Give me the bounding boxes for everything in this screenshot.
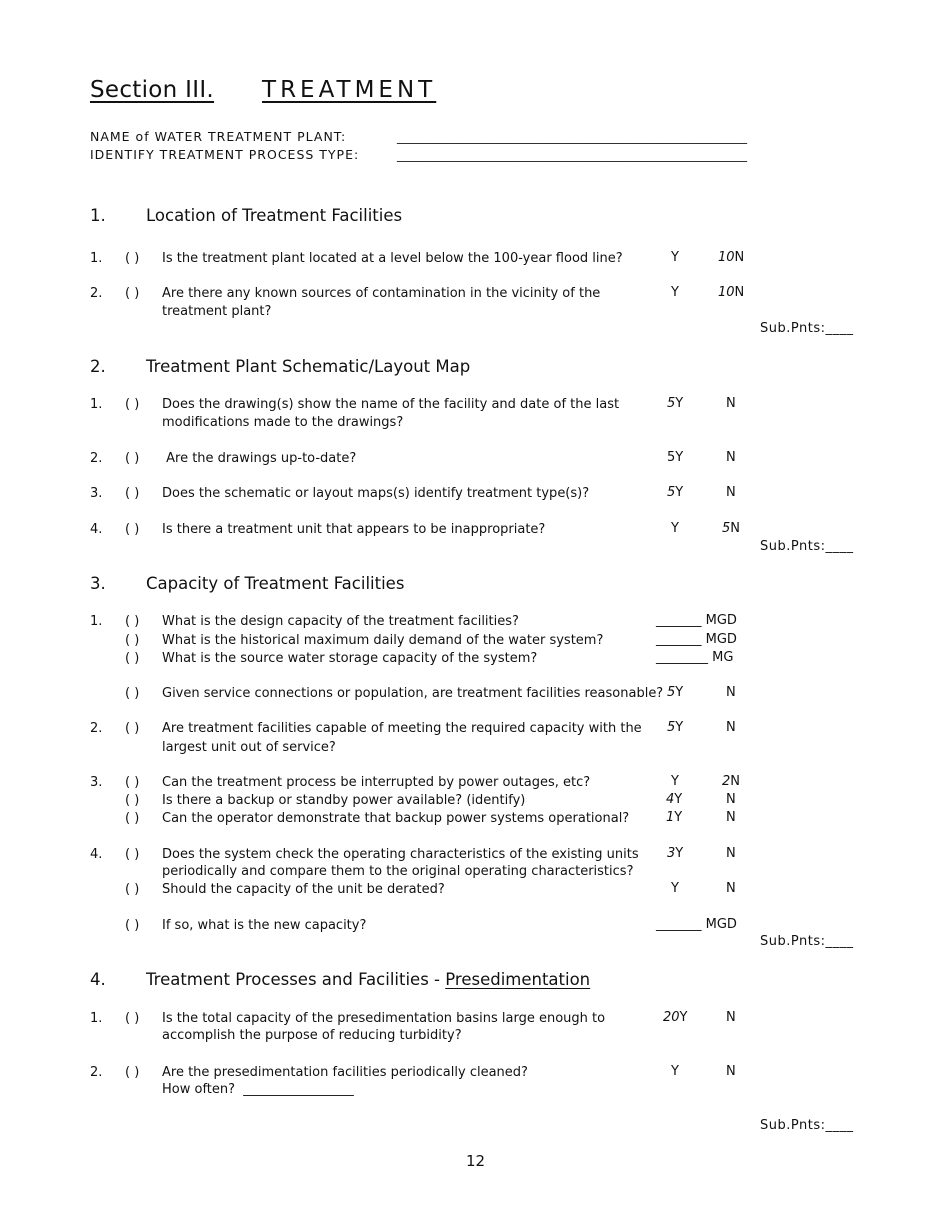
question-number: 4. [90, 847, 103, 862]
process-type-label: IDENTIFY TREATMENT PROCESS TYPE: [90, 147, 360, 162]
checkbox[interactable]: ( ) [125, 1011, 140, 1026]
question-number: 3. [90, 775, 103, 790]
question-number: 1. [90, 1011, 103, 1026]
plant-name-field[interactable]: ________________________________________________________ [397, 129, 747, 144]
question-text: Should the capacity of the unit be derated? [162, 882, 445, 897]
section-number: Section III. [90, 77, 215, 103]
points-value: 10 [718, 285, 735, 300]
points-value: 5 [667, 396, 676, 411]
checkbox[interactable]: ( ) [125, 633, 140, 648]
how-often-field[interactable]: How often? _________________ [162, 1082, 354, 1097]
no-option[interactable]: N [726, 720, 736, 735]
yes-option[interactable] [667, 846, 683, 861]
section-2-number: 2. [90, 357, 106, 376]
section-1-title: Location of Treatment Facilities [146, 206, 403, 225]
no-option[interactable] [722, 521, 740, 536]
yes-label: Y [675, 685, 684, 700]
question-text: Does the drawing(s) show the name of the facility and date of the last [162, 397, 620, 412]
answer-field[interactable]: _______ MGD [656, 613, 737, 628]
question-text: What is the source water storage capacity of the system? [162, 651, 538, 666]
yes-option[interactable]: Y [671, 285, 679, 300]
question-number: 2. [90, 286, 103, 301]
checkbox[interactable]: ( ) [125, 811, 140, 826]
yes-option[interactable] [667, 485, 683, 500]
checkbox[interactable]: ( ) [125, 847, 140, 862]
subpoints-field[interactable]: Sub.Pnts:____ [760, 539, 854, 554]
yes-option[interactable] [666, 792, 682, 807]
no-option[interactable]: N [726, 881, 736, 896]
section-name: TREATMENT [262, 77, 437, 103]
no-option[interactable]: N [726, 685, 736, 700]
points-value: 3 [667, 846, 676, 861]
no-label: N [734, 285, 745, 300]
checkbox[interactable]: ( ) [125, 486, 140, 501]
checkbox[interactable]: ( ) [125, 882, 140, 897]
points-value: 1 [666, 810, 675, 825]
question-number: 2. [90, 721, 103, 736]
plant-name-label: NAME of WATER TREATMENT PLANT: [90, 129, 347, 144]
yes-label: Y [675, 846, 684, 861]
no-option[interactable] [718, 285, 744, 300]
yes-label: Y [674, 810, 683, 825]
yes-option[interactable] [667, 720, 683, 735]
checkbox[interactable]: ( ) [125, 721, 140, 736]
section-2-title: Treatment Plant Schematic/Layout Map [146, 357, 471, 376]
question-text: What is the design capacity of the treatment facilities? [162, 614, 519, 629]
question-number: 2. [90, 451, 103, 466]
question-text-continued: treatment plant? [162, 304, 272, 319]
no-option[interactable]: N [726, 485, 736, 500]
points-value: 4 [666, 792, 675, 807]
question-number: 1. [90, 397, 103, 412]
question-number: 2. [90, 1065, 103, 1080]
yes-option[interactable]: Y [671, 521, 679, 536]
question-number: 3. [90, 486, 103, 501]
yes-label: Y [675, 485, 684, 500]
page-number: 12 [466, 1152, 486, 1170]
question-text-continued: periodically and compare them to the original operating characteristics? [162, 864, 634, 879]
question-text: Is the treatment plant located at a level below the 100-year flood line? [162, 251, 623, 266]
yes-option[interactable] [666, 810, 682, 825]
question-text: Given service connections or population, are treatment facilities reasonable? [162, 686, 664, 701]
checkbox[interactable]: ( ) [125, 286, 140, 301]
no-option[interactable] [722, 774, 740, 789]
checkbox[interactable]: ( ) [125, 1065, 140, 1080]
yes-option[interactable]: Y [671, 774, 679, 789]
question-text-continued: accomplish the purpose of reducing turbidity? [162, 1028, 462, 1043]
checkbox[interactable]: ( ) [125, 522, 140, 537]
question-text: Can the operator demonstrate that backup power systems operational? [162, 811, 630, 826]
points-value: 5 [667, 720, 676, 735]
points-value: 5 [667, 685, 676, 700]
section-1-number: 1. [90, 206, 106, 225]
question-text-continued: largest unit out of service? [162, 740, 336, 755]
section-4-number: 4. [90, 970, 106, 989]
yes-option[interactable] [667, 685, 683, 700]
no-option[interactable]: N [726, 450, 736, 465]
no-option[interactable]: N [726, 396, 736, 411]
no-label: N [734, 250, 745, 265]
points-value: 2 [722, 774, 731, 789]
yes-option[interactable] [667, 396, 683, 411]
question-text: Is there a backup or standby power available? (identify) [162, 793, 526, 808]
yes-option[interactable]: Y [671, 881, 679, 896]
yes-option[interactable] [663, 1010, 688, 1025]
yes-label: Y [674, 792, 683, 807]
answer-field[interactable]: _______ MGD [656, 632, 737, 647]
points-value: 20 [663, 1010, 680, 1025]
yes-option[interactable]: 5Y [667, 450, 684, 465]
checkbox[interactable]: ( ) [125, 686, 140, 701]
points-value: 10 [718, 250, 735, 265]
subpoints-field[interactable]: Sub.Pnts:____ [760, 321, 854, 336]
subpoints-field[interactable]: Sub.Pnts:____ [760, 1118, 854, 1133]
section-4-title-prefix: Treatment Processes and Facilities - [146, 970, 446, 989]
no-option[interactable]: N [726, 846, 736, 861]
section-4-title [146, 970, 590, 989]
answer-field[interactable]: _______ MGD [656, 917, 737, 932]
checkbox[interactable]: ( ) [125, 651, 140, 666]
checkbox[interactable]: ( ) [125, 614, 140, 629]
page-title [90, 77, 436, 103]
question-number: 1. [90, 614, 103, 629]
question-text: Does the schematic or layout maps(s) identify treatment type(s)? [162, 486, 590, 501]
checkbox[interactable]: ( ) [125, 775, 140, 790]
checkbox[interactable]: ( ) [125, 918, 140, 933]
no-label: N [730, 521, 741, 536]
no-label: N [730, 774, 741, 789]
points-value: 5 [722, 521, 731, 536]
no-option[interactable]: N [726, 1010, 736, 1025]
section-3-number: 3. [90, 574, 106, 593]
answer-field[interactable]: ________ MG [656, 650, 734, 665]
no-option[interactable] [718, 250, 744, 265]
question-text: What is the historical maximum daily demand of the water system? [162, 633, 604, 648]
question-text: Are treatment facilities capable of meeting the required capacity with the [162, 721, 642, 736]
question-number: 4. [90, 522, 103, 537]
section-3-title: Capacity of Treatment Facilities [146, 574, 405, 593]
question-text: Are the drawings up-to-date? [162, 451, 357, 466]
yes-option[interactable]: Y [671, 250, 679, 265]
no-option[interactable]: N [726, 810, 736, 825]
checkbox[interactable]: ( ) [125, 451, 140, 466]
no-option[interactable]: N [726, 1064, 736, 1079]
question-text: Are the presedimentation facilities periodically cleaned? [162, 1065, 528, 1080]
question-text: Is the total capacity of the presedimentation basins large enough to [162, 1011, 606, 1026]
question-text: Is there a treatment unit that appears to be inappropriate? [162, 522, 546, 537]
yes-label: Y [679, 1010, 688, 1025]
yes-label: Y [675, 720, 684, 735]
yes-option[interactable]: Y [671, 1064, 679, 1079]
question-text: If so, what is the new capacity? [162, 918, 367, 933]
checkbox[interactable]: ( ) [125, 397, 140, 412]
checkbox[interactable]: ( ) [125, 793, 140, 808]
question-text-continued: modifications made to the drawings? [162, 415, 404, 430]
question-text: Does the system check the operating characteristics of the existing units [162, 847, 639, 862]
question-text: Are there any known sources of contamination in the vicinity of the [162, 286, 601, 301]
subpoints-field[interactable]: Sub.Pnts:____ [760, 934, 854, 949]
yes-label: Y [675, 396, 684, 411]
checkbox[interactable]: ( ) [125, 251, 140, 266]
section-4-title-underlined: Presedimentation [445, 970, 591, 989]
points-value: 5 [667, 485, 676, 500]
process-type-field[interactable]: ________________________________________________________ [397, 147, 747, 162]
question-text: Can the treatment process be interrupted by power outages, etc? [162, 775, 591, 790]
question-number: 1. [90, 251, 103, 266]
no-option[interactable]: N [726, 792, 736, 807]
